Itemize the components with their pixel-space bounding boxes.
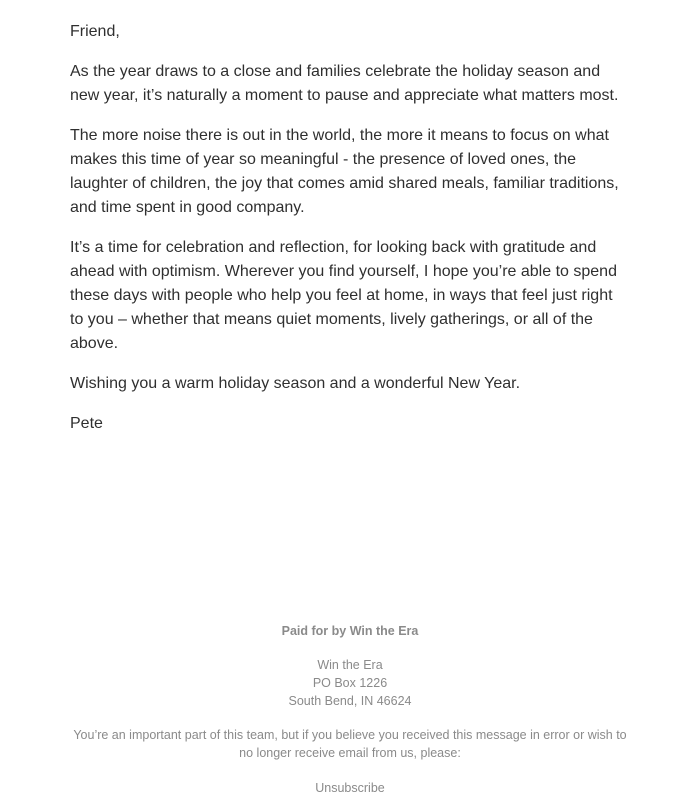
email-body	[70, 20, 630, 452]
address-city: South Bend, IN 46624	[288, 694, 412, 708]
email-footer	[0, 622, 700, 797]
address-org: Win the Era	[317, 658, 383, 672]
signature: Pete	[70, 415, 103, 432]
body-paragraph-2: The more noise there is out in the world, the more it means to focus on what makes this time of year so meaningful - the presence of loved ones, the laughter of children, the joy that comes amid shared meals, familiar traditions, and time spent in good company.	[70, 127, 619, 216]
unsubscribe-notice: You’re an important part of this team, but if you believe you received this message in error or wish to no longer receive email from us, please:	[73, 728, 627, 760]
body-paragraph-1: As the year draws to a close and families celebrate the holiday season and new year, it’s naturally a moment to pause and appreciate what matters most.	[70, 63, 619, 104]
body-paragraph-3: It’s a time for celebration and reflection, for looking back with gratitude and ahead with optimism. Wherever you find yourself, I hope you’re able to spend these days with people who help you feel at home, in ways that feel just right to you – whether that means quiet moments, lively gatherings, or all of the above.	[70, 239, 617, 352]
address-po-box: PO Box 1226	[312, 676, 388, 690]
closing-line: Wishing you a warm holiday season and a wonderful New Year.	[70, 375, 521, 392]
paid-for-disclaimer: Paid for by Win the Era	[281, 624, 419, 638]
unsubscribe-link[interactable]: Unsubscribe	[315, 781, 385, 795]
mailing-address	[0, 656, 700, 710]
greeting: Friend,	[70, 23, 120, 40]
